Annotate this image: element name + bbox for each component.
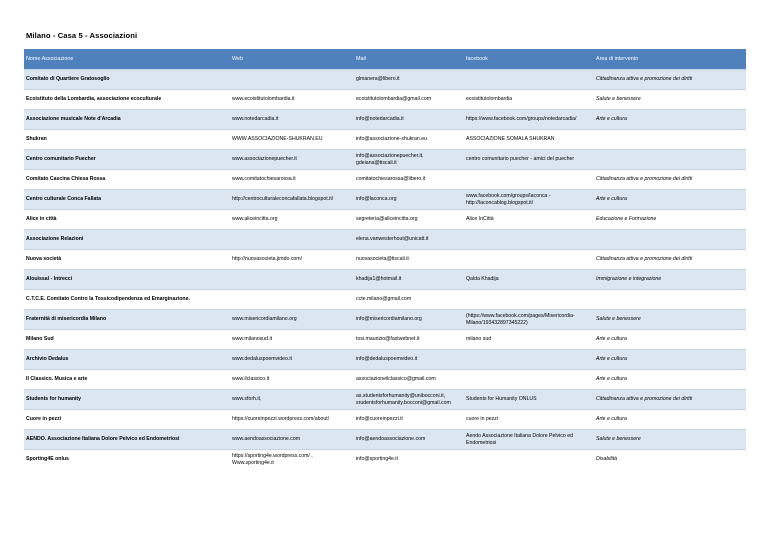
- mail-cell[interactable]: ccte.milano@gmail.com: [354, 290, 464, 310]
- facebook-cell[interactable]: Qalda Khadija: [464, 270, 594, 290]
- facebook-cell[interactable]: Alice InCittà: [464, 210, 594, 230]
- web-cell[interactable]: www.notedarcadia.it: [230, 110, 354, 130]
- mail-cell[interactable]: ecoistitutolombardia@gmail.com: [354, 90, 464, 110]
- mail-cell[interactable]: info@cuoreinpezzi.it: [354, 410, 464, 430]
- area-cell[interactable]: Cittadinanza attiva e promozione dei diritti: [594, 170, 746, 190]
- table-row: [24, 150, 746, 170]
- facebook-cell[interactable]: [464, 250, 594, 270]
- table-row: [24, 70, 746, 90]
- web-cell[interactable]: https://cuoreinpezzi.wordpress.com/about/: [230, 410, 354, 430]
- web-cell[interactable]: www.dedaluspoemvideo.it: [230, 350, 354, 370]
- web-cell[interactable]: www.sforh.it,: [230, 390, 354, 410]
- associations-table: [24, 49, 746, 469]
- mail-cell[interactable]: info@associazionepuecher.it, gdeiana@tiscali.it: [354, 150, 464, 170]
- table-row: [24, 310, 746, 330]
- table-row: [24, 350, 746, 370]
- web-cell[interactable]: https://sporting4e.wordpress.com/ , Www.sporting4e.it: [230, 450, 354, 470]
- area-cell[interactable]: Educazione e Formazione: [594, 210, 746, 230]
- web-cell[interactable]: www.ilclassico.it: [230, 370, 354, 390]
- area-cell[interactable]: Arte e cultura: [594, 410, 746, 430]
- web-cell[interactable]: www.milanosud.it: [230, 330, 354, 350]
- area-cell[interactable]: Arte e cultura: [594, 190, 746, 210]
- facebook-cell[interactable]: centro comunitario puecher - amici del puecher: [464, 150, 594, 170]
- table-row: [24, 390, 746, 410]
- mail-cell[interactable]: comitatochiesarossa@libero.it: [354, 170, 464, 190]
- web-cell[interactable]: www.aendoassociazione.com: [230, 430, 354, 450]
- table-row: [24, 230, 746, 250]
- association-name-cell[interactable]: Comitato di Quartiere Gratosoglio: [24, 70, 230, 90]
- area-cell[interactable]: Cittadinanza attiva e promozione dei diritti: [594, 390, 746, 410]
- facebook-cell[interactable]: [464, 70, 594, 90]
- web-cell[interactable]: [230, 270, 354, 290]
- mail-cell[interactable]: segreteria@aliceincitta.org: [354, 210, 464, 230]
- table-row: [24, 170, 746, 190]
- table-row: [24, 110, 746, 130]
- web-cell[interactable]: www.aliceincitta.org: [230, 210, 354, 230]
- association-name-cell[interactable]: AENDO. Associazione Italiana Dolore Pelvico ed Endometriosi: [24, 430, 230, 450]
- area-cell[interactable]: Salute e benessere: [594, 430, 746, 450]
- mail-cell[interactable]: info@misericordiamilano.org: [354, 310, 464, 330]
- area-cell[interactable]: Arte e cultura: [594, 370, 746, 390]
- area-cell[interactable]: Cittadinanza attiva e promozione dei diritti: [594, 250, 746, 270]
- web-cell[interactable]: www.misericordiamilano.org: [230, 310, 354, 330]
- mail-cell[interactable]: tosi.maurizio@fastwebnet.it: [354, 330, 464, 350]
- table-row: [24, 450, 746, 470]
- mail-cell[interactable]: elena.vanwesterhout@unicatt.it: [354, 230, 464, 250]
- area-cell[interactable]: Immigrazione e integrazione: [594, 270, 746, 290]
- table-row: [24, 190, 746, 210]
- area-cell[interactable]: Salute e benessere: [594, 310, 746, 330]
- table-row: [24, 330, 746, 350]
- mail-cell[interactable]: info@sporting4e.it: [354, 450, 464, 470]
- facebook-cell[interactable]: ASSOCIAZIONE SOMALA SHUKRAN: [464, 130, 594, 150]
- table-row: [24, 250, 746, 270]
- association-name-cell[interactable]: Centro culturale Conca Fallata: [24, 190, 230, 210]
- association-name-cell[interactable]: Associazione musicale Note d'Arcadia: [24, 110, 230, 130]
- page-title: Milano - Casa 5 - Associazioni: [26, 31, 138, 40]
- association-name-cell[interactable]: Archivio Dedalus: [24, 350, 230, 370]
- association-name-cell[interactable]: Shukran: [24, 130, 230, 150]
- association-name-cell[interactable]: Il Classico. Musica e arte: [24, 370, 230, 390]
- header-web: Web: [230, 49, 354, 70]
- facebook-cell[interactable]: ecoistitutolombardia: [464, 90, 594, 110]
- table-row: [24, 370, 746, 390]
- area-cell[interactable]: [594, 230, 746, 250]
- facebook-cell[interactable]: [464, 170, 594, 190]
- area-cell[interactable]: [594, 290, 746, 310]
- area-cell[interactable]: Cittadinanza attiva e promozione dei diritti: [594, 70, 746, 90]
- facebook-cell[interactable]: milano sud: [464, 330, 594, 350]
- association-name-cell[interactable]: Nuova società: [24, 250, 230, 270]
- facebook-cell[interactable]: www.facebook.com/groups/laconca - http://laconcablog.blogspot.it/: [464, 190, 594, 210]
- table-row: [24, 270, 746, 290]
- area-cell[interactable]: Arte e cultura: [594, 330, 746, 350]
- association-name-cell[interactable]: Alice in città: [24, 210, 230, 230]
- web-cell[interactable]: [230, 230, 354, 250]
- association-name-cell[interactable]: Cuore in pezzi: [24, 410, 230, 430]
- header-name: Nome Associazione: [24, 49, 230, 70]
- mail-cell[interactable]: associazioneilclassico@gmail.com: [354, 370, 464, 390]
- area-cell[interactable]: [594, 130, 746, 150]
- facebook-cell[interactable]: Students for Humanity ONLUS: [464, 390, 594, 410]
- association-name-cell[interactable]: Associazione Relazioni: [24, 230, 230, 250]
- association-name-cell[interactable]: Centro comunitario Puecher: [24, 150, 230, 170]
- web-cell[interactable]: www.comitatochiesarossa.it: [230, 170, 354, 190]
- table-row: [24, 290, 746, 310]
- mail-cell[interactable]: info@notedarcadia.it: [354, 110, 464, 130]
- facebook-cell[interactable]: [464, 230, 594, 250]
- association-name-cell[interactable]: Fraternità di misericordia Milano: [24, 310, 230, 330]
- facebook-cell[interactable]: [464, 350, 594, 370]
- area-cell[interactable]: Arte e cultura: [594, 110, 746, 130]
- facebook-cell[interactable]: (https://www.facebook.com/pages/Misericordia-Milano/193432897345222): [464, 310, 594, 330]
- association-name-cell[interactable]: Ecoistituto della Lombardia, associazione ecoculturale: [24, 90, 230, 110]
- mail-cell[interactable]: info@laconca.org: [354, 190, 464, 210]
- web-cell[interactable]: [230, 70, 354, 90]
- association-name-cell[interactable]: Milano Sud: [24, 330, 230, 350]
- association-name-cell[interactable]: Sporting4E onlus: [24, 450, 230, 470]
- header-facebook: facebook: [464, 49, 594, 70]
- facebook-cell[interactable]: Aendo Associazione Italiana Dolore Pelvico ed Endometriosi: [464, 430, 594, 450]
- area-cell[interactable]: [594, 150, 746, 170]
- association-name-cell[interactable]: Students for humanity: [24, 390, 230, 410]
- table-row: [24, 430, 746, 450]
- facebook-cell[interactable]: https://www.facebook.com/groups/notedarcadia/: [464, 110, 594, 130]
- facebook-cell[interactable]: cuore in pezzi: [464, 410, 594, 430]
- table-row: [24, 210, 746, 230]
- table-row: [24, 130, 746, 150]
- mail-cell[interactable]: glmanera@libero.it: [354, 70, 464, 90]
- mail-cell[interactable]: info@associazione-shukran.eu: [354, 130, 464, 150]
- mail-cell[interactable]: info@aendoassociazione.com: [354, 430, 464, 450]
- web-cell[interactable]: WWW.ASSOCIAZIONE-SHUKRAN.EU: [230, 130, 354, 150]
- mail-cell[interactable]: info@dedaluspoemvideo.it: [354, 350, 464, 370]
- area-cell[interactable]: Arte e cultura: [594, 350, 746, 370]
- mail-cell[interactable]: nuovasocieta@tiscali.it: [354, 250, 464, 270]
- header-mail: Mail: [354, 49, 464, 70]
- table-row: [24, 90, 746, 110]
- area-cell[interactable]: Disabilità: [594, 450, 746, 470]
- association-name-cell[interactable]: Comitato Cascina Chiesa Rossa: [24, 170, 230, 190]
- web-cell[interactable]: www.ecoistitutolombardia.it: [230, 90, 354, 110]
- table-row: [24, 410, 746, 430]
- web-cell[interactable]: http://nuovasocieta.jimdo.com/: [230, 250, 354, 270]
- facebook-cell[interactable]: [464, 370, 594, 390]
- header-area: Area di intervento: [594, 49, 746, 70]
- facebook-cell[interactable]: [464, 290, 594, 310]
- header-row: [24, 49, 746, 70]
- facebook-cell[interactable]: [464, 450, 594, 470]
- web-cell[interactable]: www.associazionepuecher.it: [230, 150, 354, 170]
- mail-cell[interactable]: as.studentsforhumanity@unibocconi.it, srudentsforhumanity.bocconi@gmail.com: [354, 390, 464, 410]
- association-name-cell[interactable]: Alouissal - Intrecci: [24, 270, 230, 290]
- association-name-cell[interactable]: C.T.C.E. Comitato Contro la Tossicodipendenza ed Emarginazione.: [24, 290, 230, 310]
- web-cell[interactable]: [230, 290, 354, 310]
- web-cell[interactable]: http://centroculturaleconcafallata.blogspot.it/: [230, 190, 354, 210]
- area-cell[interactable]: Salute e benessere: [594, 90, 746, 110]
- mail-cell[interactable]: khadija1@hotmail.it: [354, 270, 464, 290]
